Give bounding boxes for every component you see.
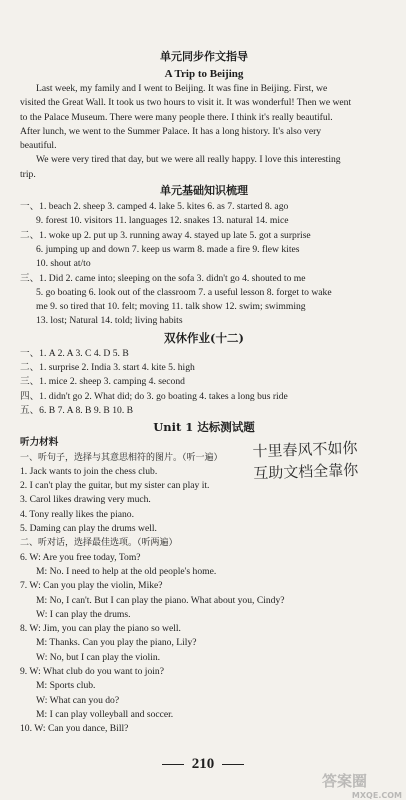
answer-line: 一、1. beach 2. sheep 3. camped 4. lake 5. kites 6. as 7. started 8. ago <box>20 201 289 213</box>
handwritten-stamp <box>252 435 399 492</box>
answer-line: 五、6. B 7. A 8. B 9. B 10. B <box>20 404 134 416</box>
answer-line: 二、1. woke up 2. put up 3. running away 4. stayed up late 5. got a surprise <box>20 229 311 241</box>
question-line: M: No. I need to help at the old people's home. <box>36 565 217 577</box>
answer-line: 6. jumping up and down 7. keep us warm 8. made a fire 9. flew kites <box>36 243 300 255</box>
essay-line: beautiful. <box>20 140 57 152</box>
listening-material-heading: 听力材料 <box>20 437 59 449</box>
question-line: M: Sports club. <box>36 680 96 692</box>
knowledge-heading: 单元基础知识梳理 <box>160 184 248 198</box>
question-line: 5. Daming can play the drums well. <box>20 523 157 535</box>
answer-line: 二、1. surprise 2. India 3. start 4. kite 5. high <box>20 362 195 374</box>
question-line: W: No, but I can play the violin. <box>36 651 161 663</box>
answer-line: 9. forest 10. visitors 11. languages 12. snakes 13. natural 14. mice <box>36 215 289 227</box>
answer-line: 三、1. mice 2. sheep 3. camping 4. second <box>20 376 185 388</box>
essay-title: A Trip to Beijing <box>164 68 244 80</box>
essay-line: Last week, my family and I went to Beijing. It was fine in Beijing. First, we <box>36 83 328 94</box>
unit-test-heading: Unit 1 达标测试题 <box>153 420 255 435</box>
question-line: 4. Tony really likes the piano. <box>20 508 134 520</box>
essay-line: trip. <box>20 168 36 180</box>
question-line: W: What can you do? <box>36 694 120 706</box>
watermark-url: MXQE.COM <box>351 791 402 800</box>
essay-line: visited the Great Wall. It took us two hours to visit it. It was wonderful! Then we went <box>20 97 352 109</box>
question-line: 9. W: What club do you want to join? <box>20 665 164 677</box>
essay-line: to the Palace Museum. There were many people there. I think it's really beautiful. <box>20 111 333 123</box>
page-number-text: 210 <box>191 756 215 772</box>
stamp-line: 十里春风不如你 <box>252 438 358 461</box>
essay-line: We were very tired that day, but we were all really happy. I love this interesting <box>36 154 341 166</box>
answer-line: 10. shout at/to <box>36 258 91 270</box>
answer-line: 一、1. A 2. A 3. C 4. D 5. B <box>20 347 129 359</box>
watermark-logo <box>322 770 402 798</box>
question-line: 6. W: Are you free today, Tom? <box>20 551 141 563</box>
question-line: W: I can play the drums. <box>36 608 131 620</box>
question-line: 二、听对话，选择最佳选项。（听两遍） <box>20 538 178 549</box>
question-line: M: I can play volleyball and soccer. <box>36 708 174 720</box>
answer-line: 5. go boating 6. look out of the classroom 7. a useful lesson 8. forget to wake <box>36 286 332 298</box>
essay-line: After lunch, we went to the Summer Palace. It has a long history. It's also very <box>20 125 322 137</box>
question-line: 2. I can't play the guitar, but my sister can play it. <box>20 480 210 492</box>
writing-heading: 单元同步作文指导 <box>160 50 248 63</box>
answer-line: 四、1. didn't go 2. What did; do 3. go boating 4. takes a long bus ride <box>20 390 288 402</box>
answer-line: me 9. so tired that 10. felt; moving 11. talk show 12. swim; swimming <box>36 301 306 313</box>
question-line: M: No, I can't. But I can play the piano. What about you, Cindy? <box>36 594 285 606</box>
question-line: 一、听句子，选择与其意思相符的图片。（听一遍） <box>20 452 223 463</box>
answer-line: 13. lost; Natural 14. told; living habits <box>36 315 183 327</box>
question-line: 10. W: Can you dance, Bill? <box>20 723 129 735</box>
question-line: M: Thanks. Can you play the piano, Lily? <box>36 637 197 649</box>
weekend-heading: 双休作业(十二) <box>164 330 244 345</box>
question-line: 1. Jack wants to join the chess club. <box>20 465 158 477</box>
answer-line: 三、1. Did 2. came into; sleeping on the sofa 3. didn't go 4. shouted to me <box>20 272 306 284</box>
stamp-line: 互助文档全靠你 <box>252 460 359 483</box>
question-line: 3. Carol likes drawing very much. <box>20 494 151 506</box>
question-line: 7. W: Can you play the violin, Mike? <box>20 580 163 592</box>
question-line: 8. W: Jim, you can play the piano so well. <box>20 623 181 635</box>
watermark-text: 答案圈 <box>322 772 368 790</box>
